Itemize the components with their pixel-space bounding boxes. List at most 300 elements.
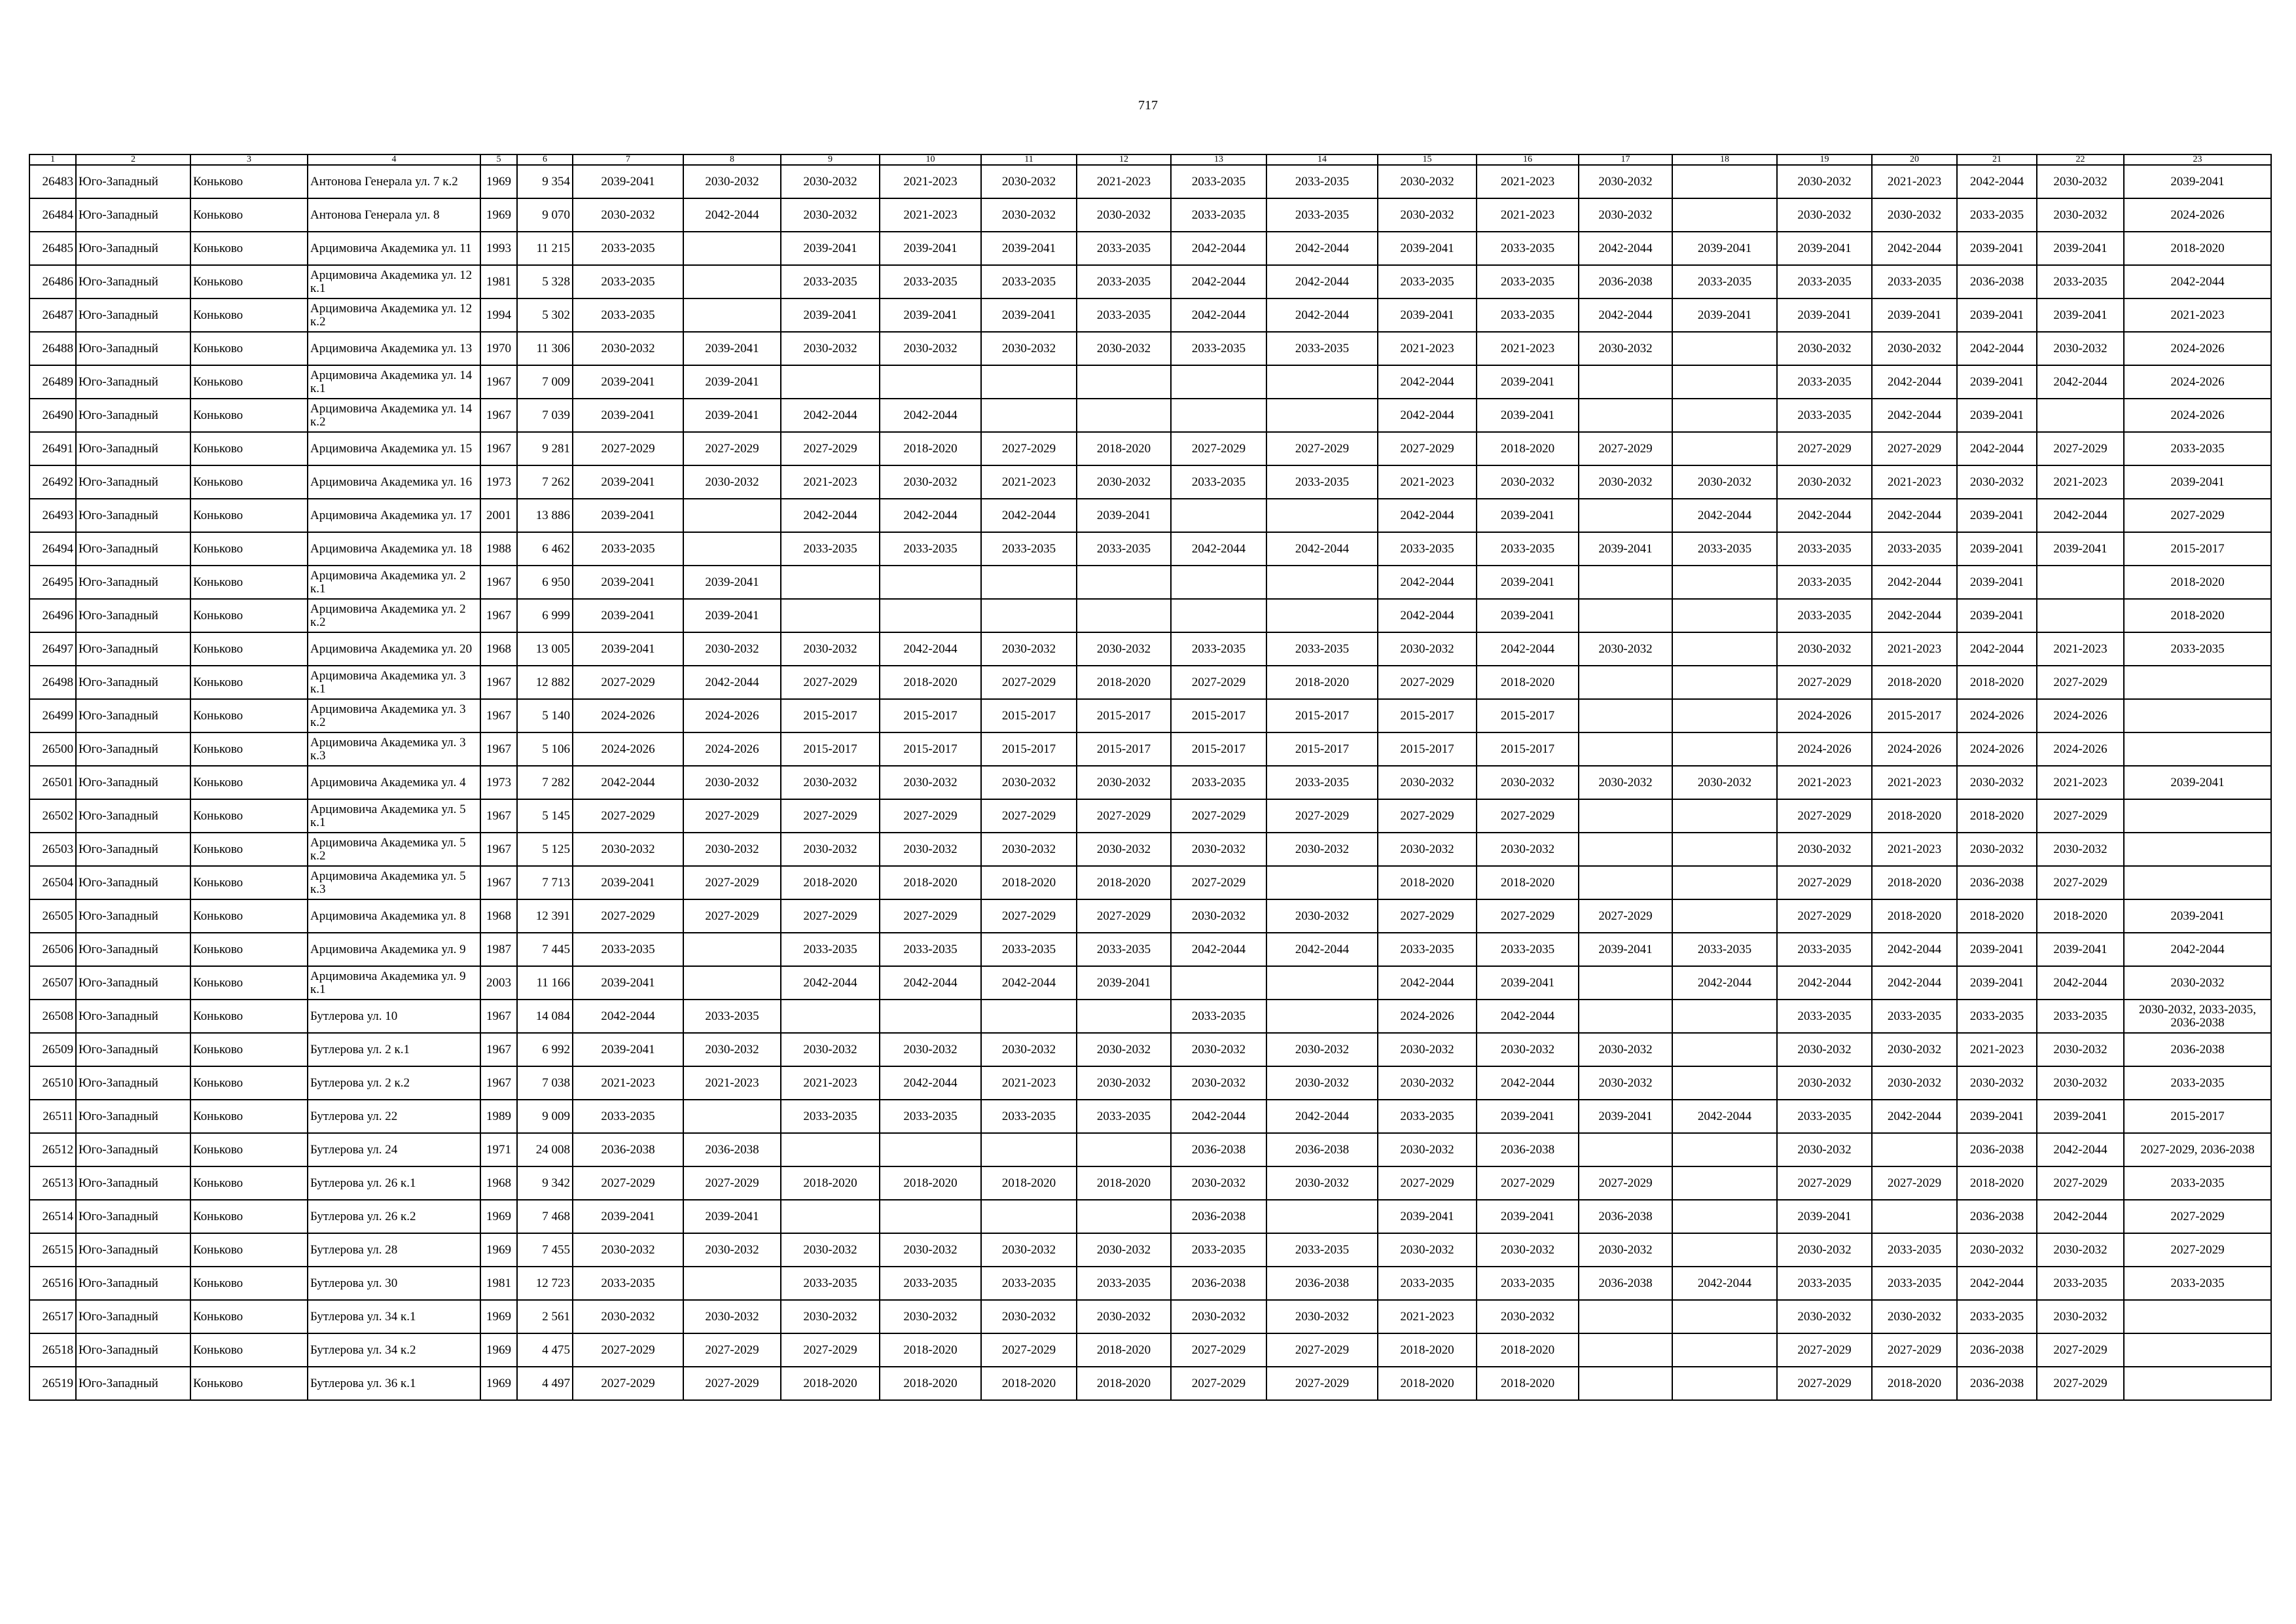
table-cell: 2027-2029 [981,1333,1077,1367]
table-cell [1171,499,1266,532]
table-cell: 2042-2044 [1266,532,1378,566]
table-row [29,165,2271,198]
table-cell [1872,1133,1957,1166]
column-number: 11 [981,154,1077,165]
table-cell: 2030-2032 [981,766,1077,799]
table-cell: 2033-2035 [683,1000,781,1033]
table-cell: 2027-2029 [2124,1233,2271,1267]
table-cell: 26506 [29,933,76,966]
table-cell: Коньково [190,365,308,399]
table-cell: 5 328 [517,265,573,298]
table-cell [1579,499,1672,532]
table-cell: 2042-2044 [1872,399,1957,432]
table-cell: 2039-2041 [1957,499,2037,532]
table-cell: 2042-2044 [880,399,981,432]
table-row [29,1300,2271,1333]
table-cell: Юго-Западный [76,1367,190,1400]
table-cell: 2042-2044 [1378,399,1477,432]
table-cell [683,1100,781,1133]
table-cell: 2033-2035 [1077,232,1171,265]
table-cell: 2015-2017 [1266,732,1378,766]
table-cell: 2042-2044 [1957,632,2037,666]
table-cell: 2042-2044 [1957,165,2037,198]
table-cell: 12 723 [517,1267,573,1300]
table-cell: 2021-2023 [1477,332,1579,365]
table-cell: 2039-2041 [1957,599,2037,632]
table-cell: 2033-2035 [1171,1000,1266,1033]
table-cell: Коньково [190,499,308,532]
table-cell: 2030-2032 [1378,1033,1477,1066]
table-cell: 2030-2032 [781,1300,880,1333]
table-cell: 2015-2017 [1077,699,1171,732]
table-cell: 2033-2035 [1378,1267,1477,1300]
table-cell: Коньково [190,1367,308,1400]
table-cell: 2027-2029 [683,899,781,933]
table-cell: Арцимовича Академика ул. 9 к.1 [308,966,480,1000]
table-cell [1579,833,1672,866]
table-cell: Бутлерова ул. 28 [308,1233,480,1267]
table-cell [1672,165,1777,198]
table-cell [1077,1200,1171,1233]
table-cell: 2033-2035 [1872,265,1957,298]
table-cell: 2027-2029 [1266,432,1378,465]
table-cell: 2039-2041 [1477,599,1579,632]
table-cell: 2033-2035 [1266,332,1378,365]
table-cell: 2033-2035 [1957,1000,2037,1033]
table-cell: 2030-2032 [1957,1233,2037,1267]
table-cell: 2033-2035 [1077,933,1171,966]
table-cell: 2030-2032 [1777,332,1872,365]
table-cell: 2033-2035 [573,1267,683,1300]
table-cell: 2042-2044 [2037,365,2124,399]
table-cell: Коньково [190,632,308,666]
table-cell: 2033-2035 [1378,1100,1477,1133]
table-cell [1672,666,1777,699]
table-cell: Юго-Западный [76,599,190,632]
table-cell: 2021-2023 [1872,833,1957,866]
table-cell: Арцимовича Академика ул. 3 к.3 [308,732,480,766]
table-cell: 26495 [29,566,76,599]
table-cell: 2027-2029 [880,899,981,933]
table-cell [1672,1300,1777,1333]
table-cell: 2036-2038 [1579,1267,1672,1300]
table-cell: 2039-2041 [1777,1200,1872,1233]
table-cell: 2039-2041 [1957,933,2037,966]
table-cell: 2027-2029 [1266,799,1378,833]
table-cell [1077,599,1171,632]
table-cell: 2030-2032 [1077,766,1171,799]
table-cell: 1969 [480,1300,517,1333]
table-cell: 2030-2032 [2037,198,2124,232]
table-cell: 2027-2029 [2037,799,2124,833]
table-cell: 2030-2032 [1077,1300,1171,1333]
table-row [29,1000,2271,1033]
table-cell: 2033-2035 [1378,532,1477,566]
table-cell: 2033-2035 [981,1267,1077,1300]
table-cell: 2042-2044 [880,499,981,532]
table-cell: 2018-2020 [2124,232,2271,265]
table-cell: 2027-2029 [1872,1333,1957,1367]
table-cell: Арцимовича Академика ул. 15 [308,432,480,465]
table-cell: Коньково [190,1333,308,1367]
table-cell: 2039-2041 [573,566,683,599]
table-cell: 2042-2044 [1777,966,1872,1000]
table-cell: 2030-2032 [1579,1033,1672,1066]
table-body [29,154,2271,1400]
table-cell: 2033-2035 [1077,265,1171,298]
table-cell [1579,599,1672,632]
table-cell: 2030-2032 [1378,198,1477,232]
table-cell [1171,365,1266,399]
column-number: 14 [1266,154,1378,165]
table-cell: 2036-2038 [1957,1367,2037,1400]
table-cell [683,499,781,532]
table-cell: 2039-2041 [781,232,880,265]
table-cell: 26510 [29,1066,76,1100]
table-cell: 2033-2035 [1672,265,1777,298]
table-cell: 2036-2038 [1957,265,2037,298]
table-cell: 26507 [29,966,76,1000]
table-cell: 2033-2035 [781,532,880,566]
table-cell: 2030-2032 [1872,1066,1957,1100]
table-cell: Антонова Генерала ул. 8 [308,198,480,232]
table-cell [1579,666,1672,699]
table-cell: 1968 [480,632,517,666]
table-cell: Коньково [190,766,308,799]
table-cell: 2018-2020 [2124,599,2271,632]
table-cell: Юго-Западный [76,1066,190,1100]
table-cell: 2030-2032 [1872,332,1957,365]
table-cell: 26514 [29,1200,76,1233]
table-cell: 2039-2041 [2037,232,2124,265]
table-cell: 2036-2038 [1171,1133,1266,1166]
table-row [29,866,2271,899]
table-cell: 2033-2035 [573,232,683,265]
table-cell [781,566,880,599]
table-cell: 2024-2026 [1957,732,2037,766]
table-cell [981,1000,1077,1033]
table-cell: 2042-2044 [1872,599,1957,632]
table-row [29,966,2271,1000]
table-cell: 2039-2041 [683,365,781,399]
table-cell: 2018-2020 [1378,866,1477,899]
table-cell: 1969 [480,1200,517,1233]
table-cell: 2030-2032 [2037,1233,2124,1267]
table-cell: 2033-2035 [1266,632,1378,666]
table-cell: 2033-2035 [2037,1267,2124,1300]
table-cell [1672,1066,1777,1100]
table-cell: 13 886 [517,499,573,532]
table-cell: 2039-2041 [1957,365,2037,399]
table-cell [1171,599,1266,632]
table-cell: 2018-2020 [1872,866,1957,899]
table-cell [1266,365,1378,399]
table-cell: 2030-2032 [1872,1300,1957,1333]
table-cell: 2018-2020 [781,1367,880,1400]
table-cell: 2027-2029 [1171,1367,1266,1400]
table-cell: 2021-2023 [1378,465,1477,499]
table-row [29,1166,2271,1200]
table-cell: 2018-2020 [1872,666,1957,699]
table-cell: 2030-2032 [1378,766,1477,799]
table-cell: 2030-2032 [683,766,781,799]
table-cell: 2018-2020 [981,1367,1077,1400]
table-row [29,1200,2271,1233]
table-cell: 2018-2020 [981,866,1077,899]
table-cell: 2021-2023 [573,1066,683,1100]
table-cell: 2027-2029 [781,1333,880,1367]
table-cell: 2018-2020 [1077,432,1171,465]
table-cell: 1981 [480,1267,517,1300]
table-cell [1672,1333,1777,1367]
table-cell: 2030-2032 [1077,465,1171,499]
table-row [29,732,2271,766]
table-cell: 2042-2044 [1378,966,1477,1000]
table-cell: 2018-2020 [1077,1333,1171,1367]
table-cell: 2033-2035 [981,532,1077,566]
table-cell [781,1133,880,1166]
table-cell: Арцимовича Академика ул. 12 к.2 [308,298,480,332]
table-cell [1672,332,1777,365]
table-cell: Антонова Генерала ул. 7 к.2 [308,165,480,198]
table-cell: 5 140 [517,699,573,732]
table-cell: 9 070 [517,198,573,232]
table-cell: 2030-2032 [1672,465,1777,499]
table-cell: 2027-2029 [1477,899,1579,933]
table-cell: 2027-2029 [981,432,1077,465]
table-cell: Юго-Западный [76,232,190,265]
table-cell [1579,799,1672,833]
table-cell: 2030-2032 [1171,1033,1266,1066]
table-cell: 2030-2032 [1777,632,1872,666]
schedule-table [29,154,2272,1401]
table-cell: 26498 [29,666,76,699]
table-cell [880,1200,981,1233]
table-cell: 11 306 [517,332,573,365]
table-cell: 2033-2035 [1777,265,1872,298]
table-row [29,666,2271,699]
table-cell: 2027-2029 [981,899,1077,933]
table-cell: 2039-2041 [981,232,1077,265]
table-cell: 2030-2032 [1777,1066,1872,1100]
table-cell: 2033-2035 [573,532,683,566]
table-cell: 2021-2023 [880,165,981,198]
table-cell: Арцимовича Академика ул. 5 к.2 [308,833,480,866]
table-cell: 2033-2035 [781,1100,880,1133]
table-cell: 2039-2041 [880,298,981,332]
table-cell: 2030-2032 [1378,1066,1477,1100]
table-cell: 2042-2044 [1378,499,1477,532]
table-cell: 2030-2032 [1579,1233,1672,1267]
table-cell: 26518 [29,1333,76,1367]
table-cell: 2036-2038 [573,1133,683,1166]
table-cell: 2033-2035 [1171,198,1266,232]
table-cell: 2018-2020 [2037,899,2124,933]
table-cell: 2027-2029 [683,799,781,833]
table-cell: 2039-2041 [1957,966,2037,1000]
table-cell: 2036-2038 [1957,1200,2037,1233]
table-cell: 2042-2044 [781,399,880,432]
table-row [29,365,2271,399]
table-cell: 2027-2029 [683,432,781,465]
table-cell: 1968 [480,1166,517,1200]
table-cell: Арцимовича Академика ул. 20 [308,632,480,666]
table-cell [1266,399,1378,432]
table-cell [880,1000,981,1033]
table-cell [683,532,781,566]
table-cell: 2027-2029 [1077,799,1171,833]
table-cell: 2030-2032 [1378,632,1477,666]
table-cell: 2027-2029 [573,1333,683,1367]
table-row [29,265,2271,298]
table-cell: 2033-2035 [1266,198,1378,232]
table-cell: Юго-Западный [76,966,190,1000]
table-cell: 2042-2044 [1872,1100,1957,1133]
table-cell: 2042-2044 [573,1000,683,1033]
table-cell: 5 302 [517,298,573,332]
table-cell: 2030-2032 [1672,766,1777,799]
table-cell [1672,365,1777,399]
table-row [29,399,2271,432]
table-cell: 2042-2044 [1957,1267,2037,1300]
table-cell [683,1267,781,1300]
table-cell: 2021-2023 [1872,165,1957,198]
table-cell: Коньково [190,1200,308,1233]
page-number: 717 [1138,98,1158,113]
table-row [29,465,2271,499]
table-cell: Коньково [190,1133,308,1166]
table-cell: Коньково [190,532,308,566]
table-cell: 2015-2017 [781,732,880,766]
table-cell: 2033-2035 [1171,332,1266,365]
table-cell [1672,1200,1777,1233]
table-cell: 2018-2020 [1477,666,1579,699]
table-row [29,1033,2271,1066]
table-cell: 2039-2041 [1077,499,1171,532]
table-cell: 7 468 [517,1200,573,1233]
table-cell: 26489 [29,365,76,399]
table-cell: Коньково [190,1300,308,1333]
table-cell: 2027-2029 [981,799,1077,833]
table-cell: 4 497 [517,1367,573,1400]
table-cell: 2030-2032 [1266,1066,1378,1100]
table-row [29,1233,2271,1267]
table-cell: 2030-2032 [2037,833,2124,866]
table-cell: 1969 [480,1333,517,1367]
table-cell: 2030-2032 [1579,165,1672,198]
table-cell: 2042-2044 [1477,632,1579,666]
table-row [29,532,2271,566]
table-cell: 2033-2035 [1171,1233,1266,1267]
table-cell: 2042-2044 [1672,499,1777,532]
table-cell: 2027-2029 [1266,1367,1378,1400]
table-cell: 2033-2035 [1477,532,1579,566]
table-cell: 2033-2035 [880,1267,981,1300]
table-cell: Юго-Западный [76,1267,190,1300]
table-cell: 2039-2041 [573,1200,683,1233]
table-row [29,799,2271,833]
table-cell: 2030-2032 [880,1033,981,1066]
table-cell [1579,566,1672,599]
table-cell: 2033-2035 [2124,632,2271,666]
table-cell: 7 713 [517,866,573,899]
table-cell: Коньково [190,899,308,933]
table-cell: 2042-2044 [1378,365,1477,399]
table-cell: Юго-Западный [76,399,190,432]
table-cell: 2039-2041 [683,566,781,599]
table-cell: 1987 [480,933,517,966]
table-cell [1266,966,1378,1000]
table-cell: 26488 [29,332,76,365]
table-cell: 26501 [29,766,76,799]
table-cell: Юго-Западный [76,1100,190,1133]
table-cell: 2030-2032 [1266,833,1378,866]
table-cell: 2015-2017 [1171,699,1266,732]
table-cell: 2015-2017 [781,699,880,732]
table-cell: 2030-2032 [781,632,880,666]
table-cell: 2036-2038 [683,1133,781,1166]
table-cell: 2027-2029 [573,799,683,833]
table-cell: 2036-2038 [2124,1033,2271,1066]
table-cell: Коньково [190,198,308,232]
table-cell: 2001 [480,499,517,532]
table-cell: 2042-2044 [683,666,781,699]
table-cell: 2033-2035 [1266,1233,1378,1267]
table-cell: 1967 [480,799,517,833]
table-cell: 2027-2029 [2037,1166,2124,1200]
table-cell: Коньково [190,866,308,899]
table-row [29,1333,2271,1367]
table-cell: 2042-2044 [1872,933,1957,966]
table-cell: 2030-2032 [683,1233,781,1267]
table-row [29,632,2271,666]
table-cell [1672,833,1777,866]
table-cell: 2039-2041 [2124,465,2271,499]
table-cell [1266,499,1378,532]
table-cell: 2018-2020 [880,866,981,899]
table-cell: Коньково [190,833,308,866]
table-cell: 2030-2032 [1777,1300,1872,1333]
table-cell [1266,1200,1378,1233]
table-cell: 2021-2023 [1872,465,1957,499]
table-cell: 2018-2020 [781,1166,880,1200]
table-cell: 26484 [29,198,76,232]
table-cell: Бутлерова ул. 22 [308,1100,480,1133]
table-cell: 2030-2032 [1872,198,1957,232]
table-cell: 2033-2035 [1672,532,1777,566]
table-cell: 2027-2029 [1171,1333,1266,1367]
table-cell: 1969 [480,165,517,198]
table-cell: 2033-2035 [1957,198,2037,232]
table-cell: 2039-2041 [2037,1100,2124,1133]
table-cell: 2042-2044 [1266,1100,1378,1133]
table-cell: 1968 [480,899,517,933]
table-cell: Юго-Западный [76,1233,190,1267]
table-cell: 2039-2041 [1477,399,1579,432]
table-cell: 2039-2041 [1872,298,1957,332]
table-cell: 1967 [480,732,517,766]
table-cell: Бутлерова ул. 2 к.2 [308,1066,480,1100]
table-cell: 2003 [480,966,517,1000]
table-cell [1672,1133,1777,1166]
table-cell: Юго-Западный [76,799,190,833]
column-number: 16 [1477,154,1579,165]
table-cell [880,365,981,399]
table-cell: 2030-2032 [1266,1300,1378,1333]
table-cell [2124,1300,2271,1333]
table-cell: 2030-2032 [1579,332,1672,365]
table-cell: Юго-Западный [76,1000,190,1033]
